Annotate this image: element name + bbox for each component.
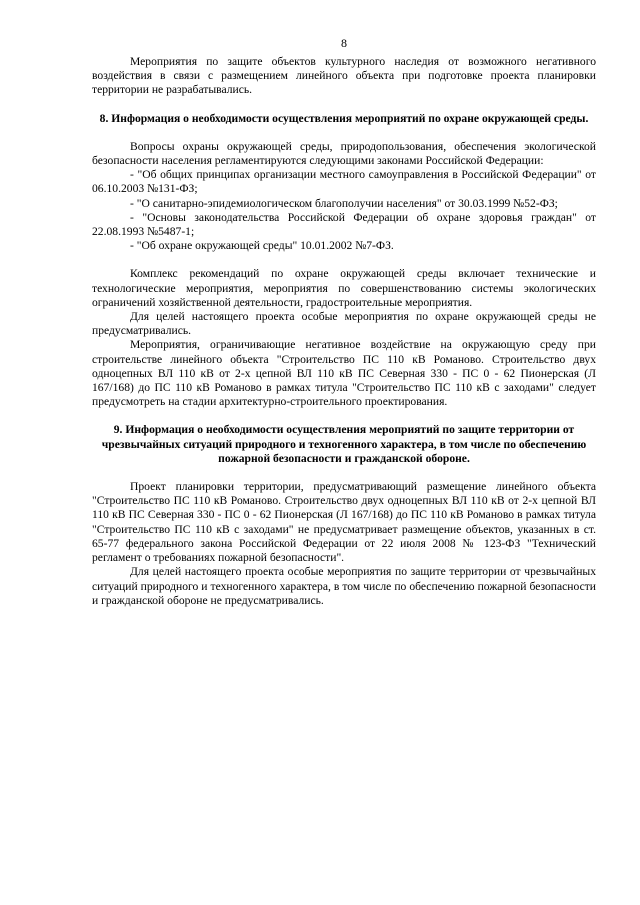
- page-number: 8: [341, 36, 347, 50]
- paragraph-env-measures: Мероприятия, ограничивающие негативное воздействие на окружающую среду при строительстве линейного объекта "Строительство ПС 110 кВ Романово. Строительство двух одноцепных ВЛ 110 кВ от 2-х цепной ВЛ 110 кВ ПС Северная 330 - ПС 0 - 62 Пионерская (Л 167/168) до ПС 110 кВ Романово в рамках титула "Строительство ПС 110 кВ с заходами" следует предусмотреть на стадии архитектурно-строительного проектирования.: [92, 338, 596, 409]
- paragraph-env-laws: Вопросы охраны окружающей среды, природопользования, обеспечения экологической безопасности населения регламентируются следующими законами Российской Федерации:: [92, 139, 596, 168]
- section-heading-9: 9. Информация о необходимости осуществления мероприятий по защите территории от чрезвычайных ситуаций природного и техногенного характера, в том числе по обеспечению пожарной безопасности и гражданской обороне.: [101, 423, 587, 465]
- paragraph-env-complex: Комплекс рекомендаций по охране окружающей среды включает технические и технологические мероприятия, мероприятия по совершенствованию системы экологических ограничений хозяйственной деятельности, градостроительные мероприятия.: [92, 267, 596, 309]
- paragraph-cultural-heritage: Мероприятия по защите объектов культурного наследия от возможного негативного воздействия в связи с размещением линейного объекта при подготовке проекта планировки территории не разрабатывались.: [92, 55, 596, 97]
- law-item-3: - "Основы законодательства Российской Федерации об охране здоровья граждан" от 22.08.1993 №5487-1;: [92, 210, 596, 239]
- law-item-2: - "О санитарно-эпидемиологическом благополучии населения" от 30.03.1999 №52-ФЗ;: [130, 196, 558, 210]
- paragraph-project-planning: Проект планировки территории, предусматривающий размещение линейного объекта "Строительство ПС 110 кВ Романово. Строительство двух одноцепных ВЛ 110 кВ от 2-х цепной ВЛ 110 кВ ПС Северная 330 - ПС 0 - 62 Пионерская (Л 167/168) до ПС 110 кВ Романово в рамках титула "Строительство ПС 110 кВ с заходами" не предусматривает размещение объектов, указанных в ст. 65-77 федерального закона Российской Федерации от 22 июля 2008 № 123-ФЗ "Технический регламент о требованиях пожарной безопасности".: [92, 480, 596, 565]
- document-content: [92, 55, 596, 608]
- paragraph-emergency-not-provided: Для целей настоящего проекта особые мероприятия по защите территории от чрезвычайных ситуаций природного и техногенного характера, в том числе по обеспечению пожарной безопасности и гражданской обороне не предусматривались.: [92, 565, 596, 607]
- section-heading-8: 8. Информация о необходимости осуществления мероприятий по охране окружающей среды.: [99, 111, 589, 125]
- law-item-1: - "Об общих принципах организации местного самоуправления в Российской Федерации" от 06.10.2003 №131-ФЗ;: [92, 168, 596, 196]
- law-item-4: - "Об охране окружающей среды" 10.01.2002 №7-ФЗ.: [130, 239, 394, 253]
- paragraph-env-not-provided: Для целей настоящего проекта особые мероприятия по охране окружающей среды не предусматривались.: [92, 310, 596, 338]
